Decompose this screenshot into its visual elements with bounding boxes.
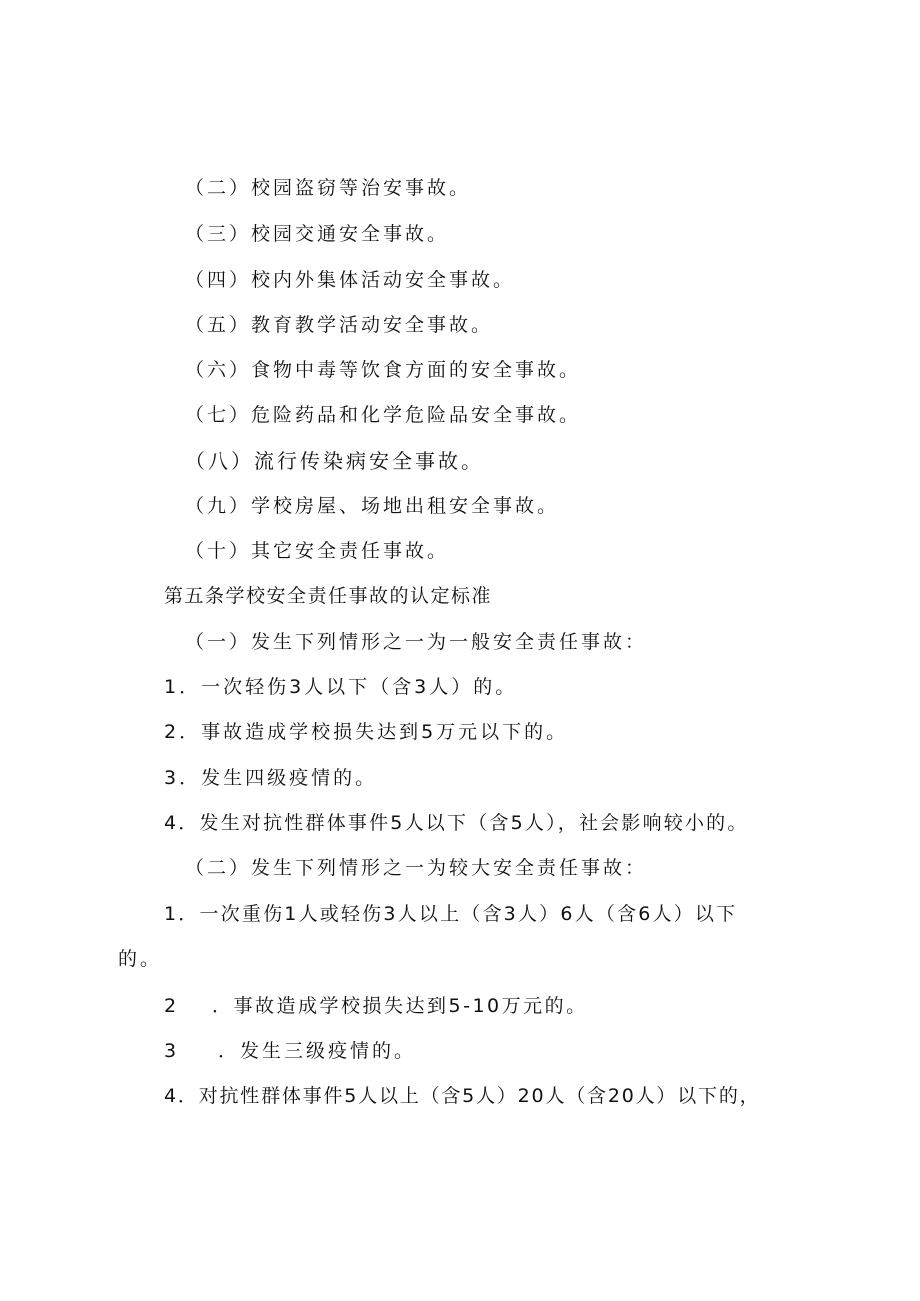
clause-line: （六）食物中毒等饮食方面的安全事故。: [185, 359, 582, 381]
item-line: 1．一次重伤1人或轻伤3人以上（含3人）6人（含6人）以下: [164, 903, 738, 925]
item-line: 1．一次轻伤3人以下（含3人）的。: [164, 676, 518, 698]
clause-line: （四）校内外集体活动安全事故。: [185, 269, 516, 291]
clause-line: （七）危险药品和化学危险品安全事故。: [185, 404, 582, 426]
item-line-continuation: 的。: [118, 948, 163, 970]
item-line: 4．对抗性群体事件5人以上（含5人）20人（含20人）以下的，: [164, 1085, 761, 1107]
clause-line: （三）校园交通安全事故。: [185, 223, 450, 245]
clause-line: （一）发生下列情形之一为一般安全责任事故：: [185, 631, 648, 653]
clause-line: （十）其它安全责任事故。: [185, 540, 450, 562]
item-line: ．事故造成学校损失达到5-10万元的。: [212, 995, 588, 1017]
article-heading: 第五条学校安全责任事故的认定标准: [164, 585, 493, 607]
item-line: ．发生三级疫情的。: [218, 1040, 417, 1062]
item-number: 3: [164, 1040, 180, 1062]
clause-line: （二）校园盗窃等治安事故。: [185, 177, 472, 199]
clause-line: （八）流行传染病安全事故。: [185, 449, 484, 473]
item-line: 2．事故造成学校损失达到5万元以下的。: [164, 721, 569, 743]
item-line: 3．发生四级疫情的。: [164, 767, 378, 789]
item-line: 4．发生对抗性群体事件5人以下（含5人），社会影响较小的。: [164, 812, 749, 834]
item-number: 2: [164, 995, 180, 1017]
clause-line: （五）教育教学活动安全事故。: [185, 314, 494, 336]
clause-line: （二）发生下列情形之一为较大安全责任事故：: [185, 857, 648, 879]
clause-line: （九）学校房屋、场地出租安全事故。: [185, 495, 560, 517]
